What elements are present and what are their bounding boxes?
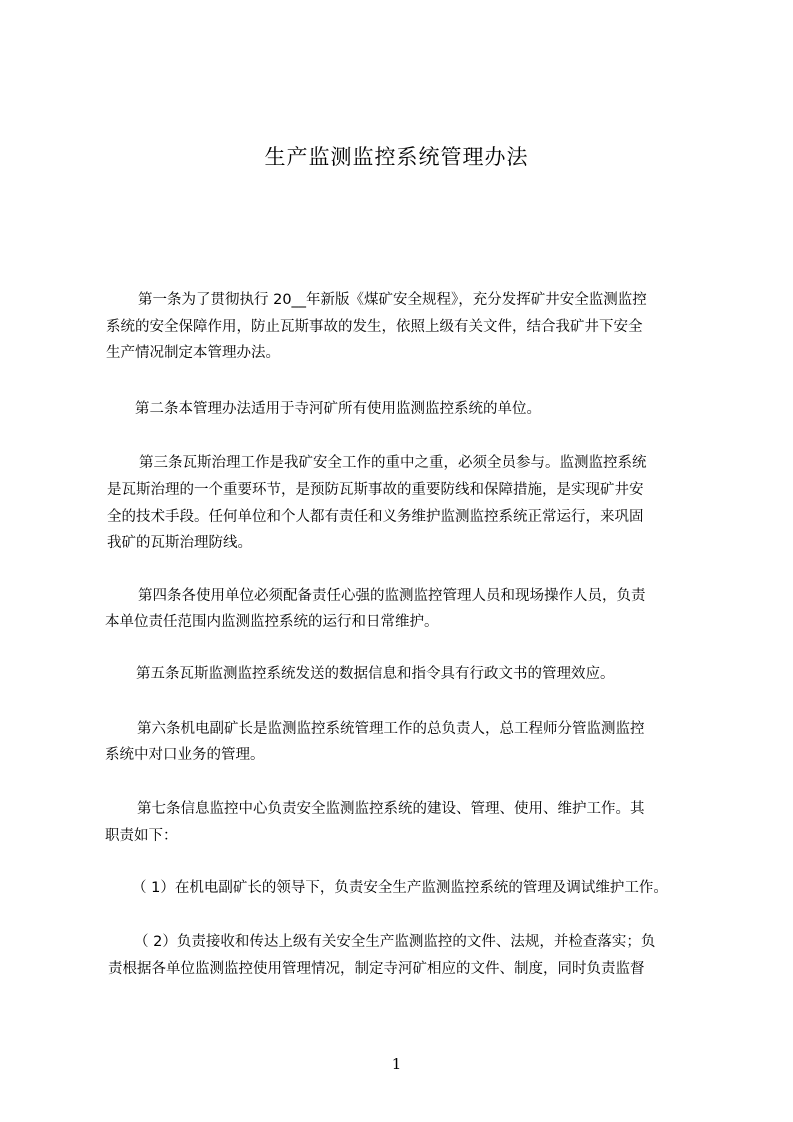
article-2-line-1: 第二条本管理办法适用于寺河矿所有使用监测监控系统的单位。: [135, 401, 541, 417]
article-3-line-3: 全的技术手段。任何单位和个人都有责任和义务维护监测监控系统正常运行，来巩固: [107, 509, 644, 525]
article-6-line-2: 系统中对口业务的管理。: [105, 747, 265, 763]
duty-item-2-line-2: 责根据各单位监测监控使用管理情况，制定寺河矿相应的文件、制度，同时负责监督: [108, 961, 645, 977]
article-3-line-1: 第三条瓦斯治理工作是我矿安全工作的重中之重，必须全员参与。监测监控系统: [139, 455, 647, 471]
article-7-line-1: 第七条信息监控中心负责安全监测监控系统的建设、管理、使用、维护工作。其: [137, 801, 645, 817]
document-title: 生产监测监控系统管理办法: [264, 145, 529, 169]
article-1-line-3: 生产情况制定本管理办法。: [106, 345, 280, 361]
article-4-line-1: 第四条各使用单位必须配备责任心强的监测监控管理人员和现场操作人员，负责: [138, 588, 646, 604]
article-5-line-1: 第五条瓦斯监测监控系统发送的数据信息和指令具有行政文书的管理效应。: [136, 666, 615, 682]
article-3-line-2: 是瓦斯治理的一个重要环节，是预防瓦斯事故的重要防线和保障措施，是实现矿井安: [107, 482, 644, 498]
article-4-line-2: 本单位责任范围内监测监控系统的运行和日常维护。: [105, 614, 439, 630]
page-number: 1: [391, 1055, 402, 1073]
duty-item-2-line-1: （ 2）负责接收和传达上级有关安全生产监测监控的文件、法规，并检查落实；负: [134, 934, 656, 950]
article-7-line-2: 职责如下：: [105, 828, 178, 844]
article-3-line-4: 我矿的瓦斯治理防线。: [107, 535, 252, 551]
article-1-line-2: 系统的安全保障作用，防止瓦斯事故的发生，依照上级有关文件，结合我矿井下安全: [106, 319, 643, 335]
article-1-line-1: 第一条为了贯彻执行 20__年新版《煤矿安全规程》，充分发挥矿井安全监测监控: [138, 292, 647, 308]
duty-item-1-line-1: （ 1）在机电副矿长的领导下，负责安全生产监测监控系统的管理及调试维护工作。: [132, 880, 668, 896]
article-6-line-1: 第六条机电副矿长是监测监控系统管理工作的总负责人，总工程师分管监测监控: [137, 721, 645, 737]
